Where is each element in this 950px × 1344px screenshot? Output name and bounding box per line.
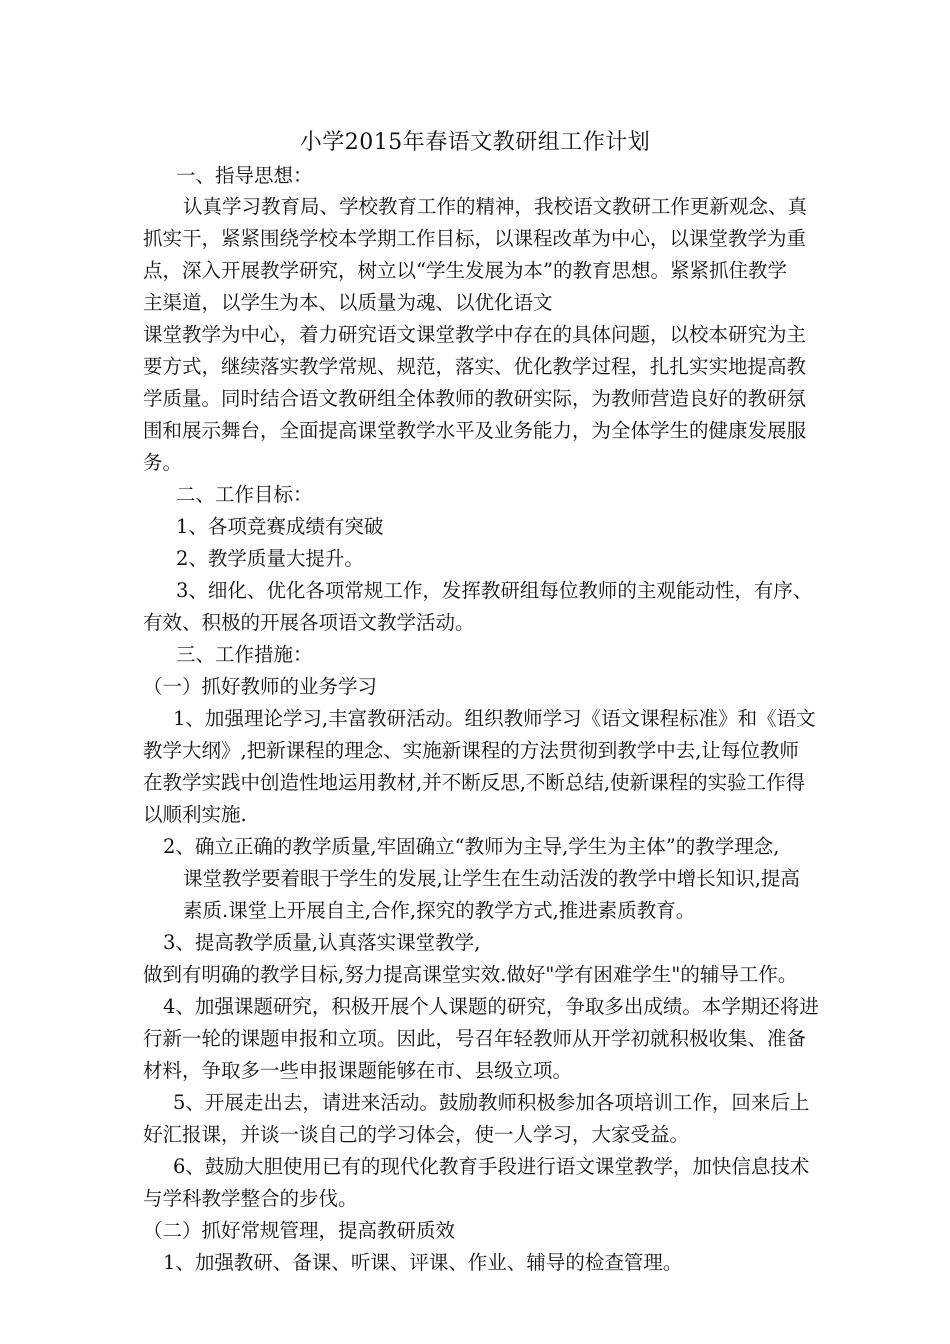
measure-item: 2、确立正确的教学质量,牢固确立“教师为主导,学生为主体”的教学理念, — [163, 835, 780, 858]
paragraph-line: 要方式，继续落实教学常规、规范，落实、优化教学过程，扎扎实实地提高教 — [143, 355, 807, 378]
measure-item-continued: 在教学实践中创造性地运用教材,并不断反思,不断总结,使新课程的实验工作得 — [143, 771, 806, 794]
measure-item-continued: 做到有明确的教学目标,努力提高课堂实效.做好"学有困难学生"的辅导工作。 — [143, 963, 798, 986]
measure-item-continued: 好汇报课，并谈一谈自己的学习体会，使一人学习，大家受益。 — [143, 1123, 690, 1146]
paragraph-line: 务。 — [143, 451, 183, 474]
paragraph-line: 学质量。同时结合语文教研组全体教师的教研实际，为教师营造良好的教研氛 — [143, 387, 807, 410]
paragraph-line: 点，深入开展教学研究，树立以“学生发展为本”的教育思想。紧紧抓住教学 — [143, 259, 787, 282]
goal-item: 3、细化、优化各项常规工作，发挥教研组每位教师的主观能动性，有序、 — [176, 579, 813, 602]
measure-item-continued: 以顺利实施. — [143, 803, 247, 826]
measure-item: 6、鼓励大胆使用已有的现代化教育手段进行语文课堂教学，加快信息技术 — [173, 1155, 810, 1178]
measure-item-continued: 教学大纲》,把新课程的理念、实施新课程的方法贯彻到教学中去,让每位教师 — [143, 739, 799, 762]
paragraph-line: 认真学习教育局、学校教育工作的精神，我校语文教研工作更新观念、真 — [183, 195, 808, 218]
section-heading-work-measures: 三、工作措施： — [176, 643, 313, 666]
paragraph-line: 抓实干，紧紧围绕学校本学期工作目标，以课程改革为中心，以课堂教学为重 — [143, 227, 807, 250]
measure-item: 5、开展走出去，请进来活动。鼓励教师积极参加各项培训工作，回来后上 — [173, 1091, 810, 1114]
measure-item: 3、提高教学质量,认真落实课堂教学, — [163, 931, 481, 954]
subsection-heading: （一）抓好教师的业务学习 — [143, 675, 378, 698]
measure-item: 1、加强理论学习,丰富教研活动。组织教师学习《语文课程标准》和《语文 — [173, 707, 816, 730]
measure-item-continued: 与学科教学整合的步伐。 — [143, 1187, 358, 1210]
paragraph-line: 围和展示舞台，全面提高课堂教学水平及业务能力，为全体学生的健康发展服 — [143, 419, 807, 442]
measure-item-continued: 课堂教学要着眼于学生的发展,让学生在生动活泼的教学中增长知识,提高 — [183, 867, 800, 890]
section-heading-work-goals: 二、工作目标： — [176, 483, 313, 506]
measure-item: 4、加强课题研究，积极开展个人课题的研究，争取多出成绩。本学期还将进 — [163, 995, 819, 1018]
goal-item: 1、各项竞赛成绩有突破 — [176, 515, 384, 538]
paragraph-line: 主渠道，以学生为本、以质量为魂、以优化语文 — [143, 291, 553, 314]
paragraph-line: 课堂教学为中心，着力研究语文课堂教学中存在的具体问题，以校本研究为主 — [143, 323, 807, 346]
measure-item-continued: 材料，争取多一些申报课题能够在市、县级立项。 — [143, 1059, 573, 1082]
goal-item: 2、教学质量大提升。 — [176, 547, 364, 570]
measure-item-continued: 行新一轮的课题申报和立项。因此，号召年轻教师从开学初就积极收集、准备 — [143, 1027, 807, 1050]
section-heading-guiding-ideology: 一、指导思想： — [176, 164, 313, 187]
measure-item: 1、加强教研、备课、听课、评课、作业、辅导的检查管理。 — [163, 1251, 683, 1274]
goal-item-continued: 有效、积极的开展各项语文教学活动。 — [143, 611, 475, 634]
subsection-heading: （二）抓好常规管理，提高教研质效 — [143, 1219, 456, 1242]
document-title: 小学2015年春语文教研组工作计划 — [299, 130, 651, 155]
measure-item-continued: 素质.课堂上开展自主,合作,探究的教学方式,推进素质教育。 — [183, 899, 696, 922]
